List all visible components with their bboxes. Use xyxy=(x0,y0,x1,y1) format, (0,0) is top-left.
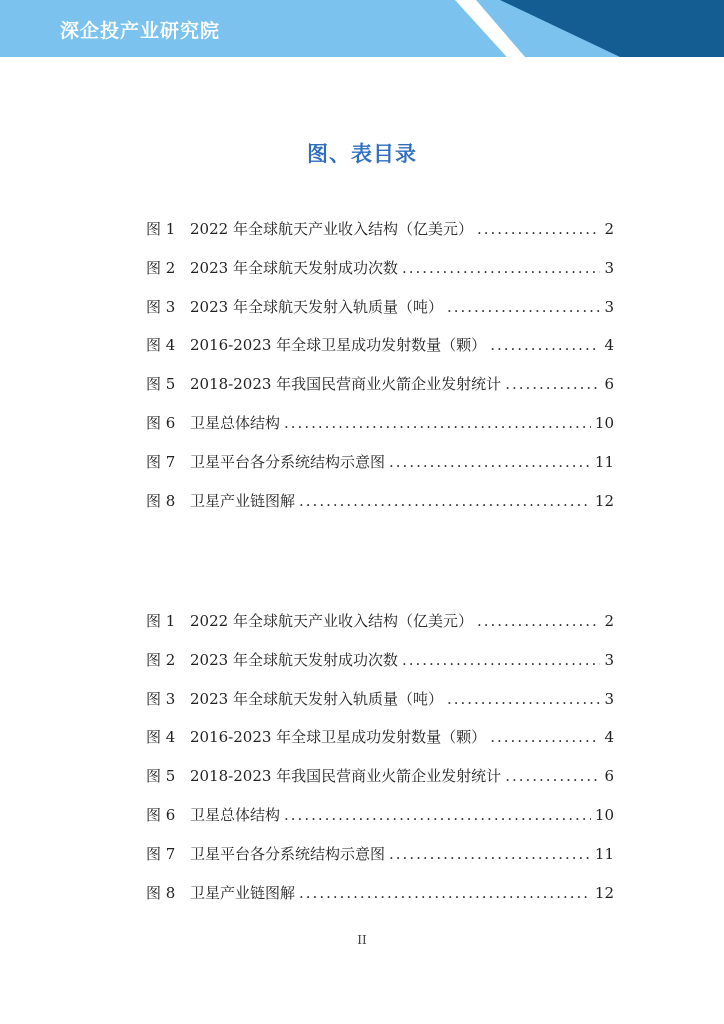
toc-entry-page-number: 3 xyxy=(604,689,614,708)
toc-entry-title: 卫星产业链图解 xyxy=(190,883,296,902)
toc-entry-page-number: 6 xyxy=(604,375,614,394)
toc-entry-label: 图 5 xyxy=(146,767,176,786)
toc-dot-leader xyxy=(505,375,600,393)
toc-entry-title: 2023 年全球航天发射成功次数 xyxy=(190,258,398,277)
toc-dot-leader xyxy=(299,884,591,902)
toc-entry-page-number: 4 xyxy=(604,728,614,747)
toc-entry-page-number: 6 xyxy=(604,767,614,786)
toc-dot-leader xyxy=(389,453,591,471)
toc-dot-leader xyxy=(490,728,600,746)
toc-entry-title: 卫星产业链图解 xyxy=(190,491,296,510)
toc-entry-page-number: 11 xyxy=(594,844,614,863)
toc-entry[interactable] xyxy=(146,843,614,882)
toc-entry-title: 卫星平台各分系统结构示意图 xyxy=(190,844,386,863)
toc-dot-leader xyxy=(389,845,591,863)
toc-entry[interactable] xyxy=(146,296,614,335)
toc-dot-leader xyxy=(477,220,601,238)
toc-entry-label: 图 4 xyxy=(146,728,176,747)
toc-entry-page-number: 12 xyxy=(594,491,614,510)
page-title: 图、表目录 xyxy=(307,142,417,166)
toc-dot-leader xyxy=(447,298,601,316)
page-number: II xyxy=(357,933,367,947)
toc-entry-label: 图 2 xyxy=(146,258,176,277)
toc-entry-label: 图 3 xyxy=(146,297,176,316)
toc-dot-leader xyxy=(490,336,600,354)
toc-entry-label: 图 3 xyxy=(146,689,176,708)
toc-entry-title: 2023 年全球航天发射入轨质量（吨） xyxy=(190,297,443,316)
header-title: 深企投产业研究院 xyxy=(60,20,221,42)
toc-entry-page-number: 10 xyxy=(594,805,614,824)
page-header xyxy=(0,0,724,57)
toc-list-second xyxy=(146,610,614,920)
toc-entry[interactable] xyxy=(146,373,614,412)
toc-dot-leader xyxy=(284,414,591,432)
toc-entry[interactable] xyxy=(146,882,614,921)
toc-entry-title: 2018-2023 年我国民营商业火箭企业发射统计 xyxy=(190,375,502,394)
toc-entry[interactable] xyxy=(146,726,614,765)
toc-entry-title: 2023 年全球航天发射成功次数 xyxy=(190,650,398,669)
toc-entry-label: 图 6 xyxy=(146,805,176,824)
toc-entry[interactable] xyxy=(146,610,614,649)
toc-entry-title: 2022 年全球航天产业收入结构（亿美元） xyxy=(190,220,473,238)
toc-entry-title: 卫星总体结构 xyxy=(190,413,281,432)
toc-entry-title: 卫星平台各分系统结构示意图 xyxy=(190,452,386,471)
toc-entry[interactable] xyxy=(146,765,614,804)
toc-entry-label: 图 7 xyxy=(146,844,176,863)
toc-entry-label: 图 6 xyxy=(146,413,176,432)
header-white-stripe xyxy=(455,0,525,57)
toc-entry[interactable] xyxy=(146,412,614,451)
toc-dot-leader xyxy=(402,651,601,669)
toc-dot-leader xyxy=(402,259,601,277)
toc-entry-page-number: 3 xyxy=(604,297,614,316)
toc-entry-label: 图 8 xyxy=(146,491,176,510)
toc-entry-page-number: 2 xyxy=(604,220,614,238)
toc-entry-title: 2016-2023 年全球卫星成功发射数量（颗） xyxy=(190,336,487,355)
toc-entry-page-number: 4 xyxy=(604,336,614,355)
toc-entry-label: 图 1 xyxy=(146,612,176,630)
toc-entry-title: 卫星总体结构 xyxy=(190,805,281,824)
toc-entry[interactable] xyxy=(146,257,614,296)
toc-entry[interactable] xyxy=(146,334,614,373)
toc-entry-label: 图 5 xyxy=(146,375,176,394)
toc-entry[interactable] xyxy=(146,804,614,843)
toc-entry-title: 2016-2023 年全球卫星成功发射数量（颗） xyxy=(190,728,487,747)
toc-entry[interactable] xyxy=(146,649,614,688)
toc-entry[interactable] xyxy=(146,451,614,490)
toc-dot-leader xyxy=(284,806,591,824)
toc-entry-label: 图 4 xyxy=(146,336,176,355)
toc-dot-leader xyxy=(477,612,601,630)
toc-entry-title: 2022 年全球航天产业收入结构（亿美元） xyxy=(190,612,473,630)
toc-dot-leader xyxy=(299,492,591,510)
toc-entry-label: 图 1 xyxy=(146,220,176,238)
toc-entry[interactable] xyxy=(146,218,614,257)
toc-dot-leader xyxy=(447,690,601,708)
toc-entry-page-number: 2 xyxy=(604,612,614,630)
toc-entry[interactable] xyxy=(146,490,614,529)
toc-entry-page-number: 3 xyxy=(604,258,614,277)
toc-entry-title: 2018-2023 年我国民营商业火箭企业发射统计 xyxy=(190,767,502,786)
toc-entry-label: 图 2 xyxy=(146,650,176,669)
toc-entry-page-number: 11 xyxy=(594,452,614,471)
toc-entry-label: 图 7 xyxy=(146,452,176,471)
toc-entry-page-number: 3 xyxy=(604,650,614,669)
toc-entry-title: 2023 年全球航天发射入轨质量（吨） xyxy=(190,689,443,708)
toc-entry-label: 图 8 xyxy=(146,883,176,902)
toc-entry[interactable] xyxy=(146,688,614,727)
toc-entry-page-number: 10 xyxy=(594,413,614,432)
toc-list-first xyxy=(146,218,614,528)
toc-entry-page-number: 12 xyxy=(594,883,614,902)
toc-dot-leader xyxy=(505,767,600,785)
